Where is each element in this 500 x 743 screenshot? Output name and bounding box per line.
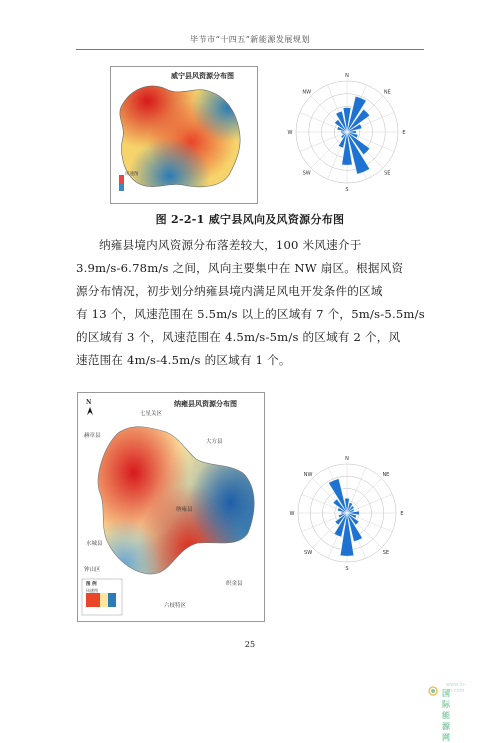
running-header: 毕节市“十四五”新能源发展规划 bbox=[190, 35, 310, 44]
nayong-dir-n: N bbox=[345, 456, 349, 462]
body-line-3: 源分布情况，初步划分纳雍县境内满足风电开发条件的区域 bbox=[76, 284, 383, 298]
body-line-4: 有 13 个，风速范围在 5.5m/s 以上的区域有 7 个，5m/s-5.5m/s bbox=[76, 307, 425, 321]
weining-dir-se: SE bbox=[384, 170, 391, 177]
body-line-2: 3.9m/s-6.78m/s 之间，风向主要集中在 NW 扇区。根据风资 bbox=[76, 261, 404, 275]
nayong-dir-s: S bbox=[345, 566, 349, 570]
north-label: N bbox=[86, 399, 92, 406]
nayong-dir-sw: SW bbox=[304, 549, 313, 556]
weining-dir-nw: NW bbox=[302, 89, 312, 96]
weining-map-title: 威宁县风资源分布图 bbox=[171, 71, 234, 80]
figure-caption: 图 2-2-1 威宁县风向及风资源分布图 bbox=[155, 213, 345, 226]
place-shuicheng: 水城县 bbox=[86, 541, 103, 547]
sun-logo-icon bbox=[426, 684, 440, 698]
nayong-wind-map bbox=[77, 392, 265, 622]
weining-dir-w: W bbox=[287, 130, 293, 136]
body-line-1: 纳雍县境内风资源分布落差较大，100 米风速介于 bbox=[99, 238, 362, 252]
body-line-5: 的区域有 3 个，风速范围在 4.5m/s-5m/s 的区域有 2 个，风 bbox=[76, 330, 401, 344]
nayong-wind-rose bbox=[286, 452, 408, 570]
nayong-petal-15 bbox=[329, 479, 347, 513]
nayong-rose-svg bbox=[286, 452, 408, 570]
place-liuzhi: 六枝特区 bbox=[164, 603, 187, 609]
watermark-text: 国际能源网 bbox=[442, 689, 450, 742]
nayong-dir-ne: NE bbox=[382, 472, 390, 479]
weining-map-graphic bbox=[111, 67, 257, 203]
nayong-map-title: 纳雍县风资源分布图 bbox=[174, 399, 237, 408]
body-line-6: 速范围在 4m/s-4.5m/s 的区域有 1 个。 bbox=[76, 353, 291, 367]
weining-rose-svg bbox=[286, 64, 408, 196]
nayong-legend-title: 图 例 bbox=[86, 582, 97, 587]
place-nayong: 纳雍县 bbox=[176, 507, 193, 513]
page-number: 25 bbox=[244, 640, 256, 649]
weining-wind-map bbox=[110, 66, 258, 204]
weining-dir-e: E bbox=[402, 130, 406, 136]
nayong-dir-nw: NW bbox=[303, 472, 313, 479]
weining-wind-rose bbox=[286, 64, 408, 196]
weining-dir-n: N bbox=[345, 73, 349, 79]
weining-legend-title: 风速图 bbox=[125, 172, 139, 177]
weining-dir-ne: NE bbox=[383, 89, 391, 96]
place-zhijin: 织金县 bbox=[226, 581, 243, 587]
place-dafang: 大方县 bbox=[206, 439, 223, 445]
header-divider bbox=[76, 49, 424, 50]
nayong-dir-e: E bbox=[400, 511, 404, 517]
watermark-url: www.in-en.com bbox=[446, 682, 466, 694]
nayong-dir-w: W bbox=[289, 511, 295, 517]
nayong-legend-sub: 风速图 bbox=[86, 588, 98, 593]
place-hezhang: 赫章县 bbox=[84, 433, 101, 439]
weining-dir-sw: SW bbox=[302, 170, 311, 177]
weining-dir-s: S bbox=[345, 187, 349, 193]
north-arrow-icon bbox=[87, 407, 93, 415]
place-zhongshan: 钟山区 bbox=[84, 567, 101, 573]
place-qixingguan: 七星关区 bbox=[140, 411, 163, 417]
nayong-dir-se: SE bbox=[382, 549, 390, 556]
